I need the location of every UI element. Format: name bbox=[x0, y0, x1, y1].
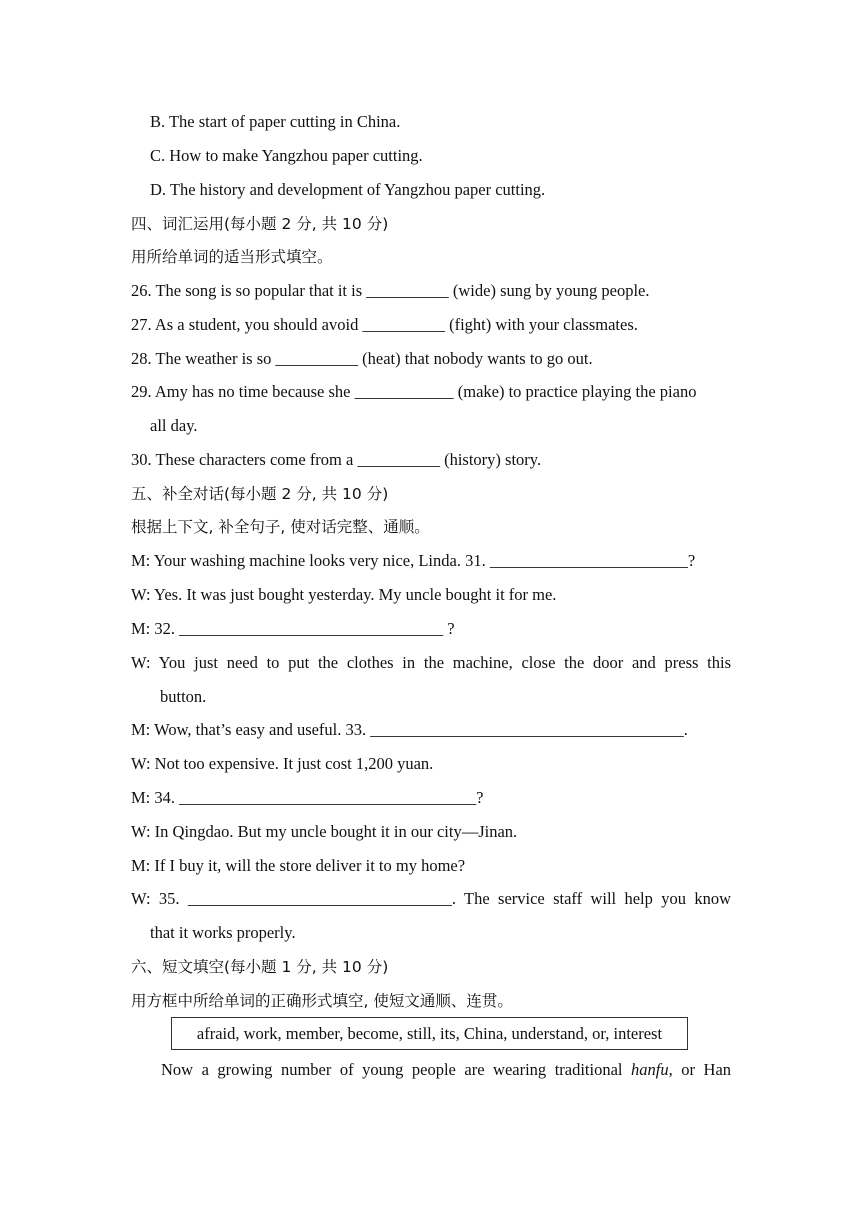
option-c: C. How to make Yangzhou paper cutting. bbox=[150, 146, 423, 165]
passage-italic-word: hanfu bbox=[631, 1060, 669, 1079]
section6-instruction: 用方框中所给单词的正确形式填空, 使短文通顺、连贯。 bbox=[131, 992, 513, 1010]
passage-first-line bbox=[161, 1059, 731, 1081]
passage-end: , or Han bbox=[668, 1060, 732, 1079]
dialogue-line-8: W: In Qingdao. But my uncle bought it in our city—Jinan. bbox=[131, 822, 518, 841]
section4-heading: 四、词汇运用(每小题 2 分, 共 10 分) bbox=[131, 215, 389, 233]
dialogue-line-10: W: 35. ________________________________. The service staff will help you know bbox=[131, 889, 731, 908]
section5-instruction: 根据上下文, 补全句子, 使对话完整、通顺。 bbox=[131, 518, 430, 536]
question-27: 27. As a student, you should avoid __________ (fight) with your classmates. bbox=[131, 315, 638, 334]
dialogue-line-2: W: Yes. It was just bought yesterday. My uncle bought it for me. bbox=[131, 585, 557, 604]
dialogue-line-5: M: Wow, that’s easy and useful. 33. ______________________________________. bbox=[131, 720, 688, 739]
question-28: 28. The weather is so __________ (heat) that nobody wants to go out. bbox=[131, 349, 593, 368]
section4-instruction: 用所给单词的适当形式填空。 bbox=[131, 248, 333, 266]
dialogue-line-7: M: 34. ____________________________________? bbox=[131, 788, 484, 807]
section5-heading: 五、补全对话(每小题 2 分, 共 10 分) bbox=[131, 485, 389, 503]
passage-start: Now a growing number of young people are wearing traditional bbox=[161, 1060, 632, 1079]
dialogue-line-10-cont: that it works properly. bbox=[150, 923, 296, 942]
section6-heading: 六、短文填空(每小题 1 分, 共 10 分) bbox=[131, 958, 389, 976]
question-30: 30. These characters come from a __________ (history) story. bbox=[131, 450, 542, 469]
dialogue-line-3: M: 32. ________________________________ ? bbox=[131, 619, 455, 638]
option-b: B. The start of paper cutting in China. bbox=[150, 112, 401, 131]
question-26: 26. The song is so popular that it is __________ (wide) sung by young people. bbox=[131, 281, 650, 300]
dialogue-line-6: W: Not too expensive. It just cost 1,200 yuan. bbox=[131, 754, 434, 773]
dialogue-line-4-cont: button. bbox=[160, 687, 207, 706]
question-29: 29. Amy has no time because she ____________ (make) to practice playing the piano bbox=[131, 382, 697, 401]
word-box: afraid, work, member, become, still, its, China, understand, or, interest bbox=[171, 1017, 688, 1050]
dialogue-line-9: M: If I buy it, will the store deliver it to my home? bbox=[131, 856, 466, 875]
option-d: D. The history and development of Yangzhou paper cutting. bbox=[150, 180, 546, 199]
dialogue-line-4: W: You just need to put the clothes in the machine, close the door and press this bbox=[131, 653, 731, 672]
dialogue-line-1: M: Your washing machine looks very nice, Linda. 31. ________________________? bbox=[131, 551, 696, 570]
question-29-cont: all day. bbox=[150, 416, 198, 435]
